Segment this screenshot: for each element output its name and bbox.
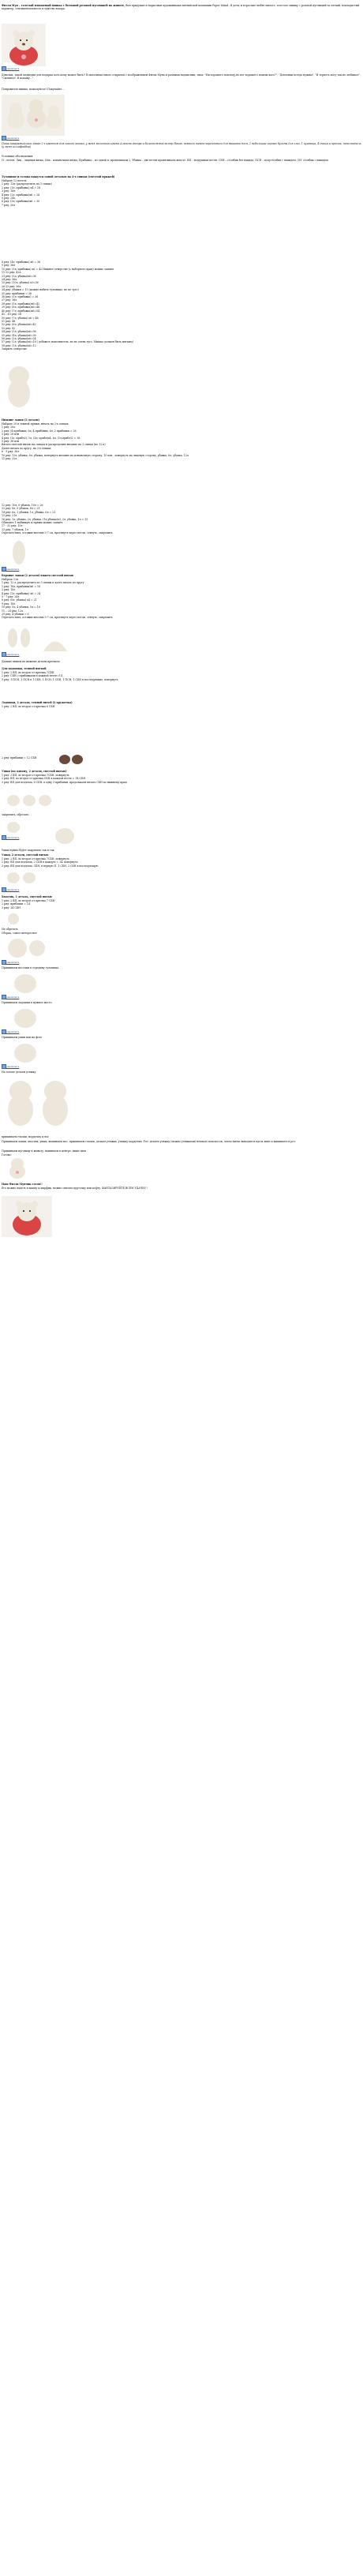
arms-heading: Верхние лапки (2 детали) вяжем светлой нитью bbox=[2, 574, 74, 577]
pattern-row: 2 ряд: ВП для подъема, 2 СБН в каждую = 14, повернуть bbox=[2, 861, 78, 864]
bear-group-photo bbox=[2, 95, 65, 136]
ears-attach-photo bbox=[47, 825, 82, 847]
pattern-row: 4 ряд: (2л, прибавка)х6 = 24 bbox=[2, 193, 40, 197]
pattern-row: Набрать 20 п темной пряжи, вязать на 2-х спицах bbox=[2, 422, 69, 426]
intro-text: был придуман и нарисован художниками английской компании Paper Island. И дети, и взрослые любят милого, толстого мишку с розовой пуговицей за легкий, покладистый характер, сентиментальность и чувство юмора. bbox=[2, 4, 360, 11]
ears-rows-2 bbox=[2, 857, 361, 868]
pattern-row: 33 ряд: 7 убавок, 1л bbox=[2, 527, 28, 531]
pattern-row: 1 ряд: 2 ВП, во второе от крючка 7СБН bbox=[2, 671, 54, 674]
story-paragraph-2: Понравился мишка, пожалуйста? Покупайте... bbox=[2, 88, 65, 91]
pattern-row: 39 ряд: (6л, прибавка)х6=48 bbox=[2, 306, 40, 309]
pattern-row: 3 ряд: 18л bbox=[2, 588, 16, 592]
enlarge-link-10[interactable]: увеличить bbox=[2, 1064, 19, 1069]
pattern-row: 10 ряд: (5л, прибавка) х6 = 42 Нижнее отверстие (с наборного края) можно зашить bbox=[2, 267, 114, 271]
pattern-row: 5 ряд: 38 изн bbox=[2, 440, 20, 444]
ears-heading: Ушки (по одному, 2 детали, светлой нитью) bbox=[2, 770, 67, 773]
pattern-row: 51 ряд: 48 bbox=[2, 319, 16, 323]
story-paragraph-1: Девочки, такой медведик для подарка хоть кому может быть!! В магазинах много открыток с изображением Физзи Муна и разными надписями, типа: "Ни хорошего повсюду,но вот хорошего пошлы кого?", "Девчонки всегда нужны", "Я терпеть могу так,но любимое", "Смешное! Я покажу..." bbox=[2, 73, 361, 81]
enlarge-link-5[interactable]: увеличить bbox=[2, 835, 19, 840]
final-text: Его можно надеть в шапку и шарфик, можно связать курточку или кофту. ФАНТАЗИРУЙТЕ ВСЕМ УДАЧИ!!! bbox=[2, 1187, 148, 1190]
pattern-row: 24 ряд: 36л bbox=[2, 278, 17, 282]
pattern-row: Набрать 12 петель bbox=[2, 179, 27, 182]
pattern-row: 9 ряд: 18л bbox=[2, 602, 16, 606]
tail-photo bbox=[2, 911, 25, 927]
pattern-row: 1 ряд: 2 ВП, во второе от крючка 7 СБН bbox=[2, 899, 55, 902]
pattern-row: 17 - 32 ряд: 15л bbox=[2, 524, 23, 528]
tail-rows bbox=[2, 899, 361, 909]
pattern-row: 26-33 ряд: 36л bbox=[2, 284, 21, 288]
pattern-row: 34 ряд: убавки = 15 (можно набить туловище, но не туго) bbox=[2, 288, 79, 292]
assembly-photo-3 bbox=[2, 1006, 49, 1029]
soles-photo bbox=[2, 684, 36, 701]
pattern-row: 11 – 28 ряд: 12л bbox=[2, 609, 23, 613]
pattern-row: 1 ряд: 2 ВП, во второе от крючка 7СБН, повернуть bbox=[2, 774, 69, 777]
assembly-note: Сборка, самое интересное bbox=[2, 932, 37, 935]
pattern-row: 14 ряд: 6л, 3 убавки, 1л, убавка, 6л = 21 bbox=[2, 510, 56, 514]
torso-heading: Туловище и голова вяжутся одной деталью на 4-х спицах (светлой пряжей) bbox=[2, 175, 115, 178]
tail-heading: Хвостик, 1 деталь, светлой нитью bbox=[2, 895, 52, 898]
legs-heading: Нижние лапки (2 детали) bbox=[2, 418, 39, 422]
pattern-row: 6 - 9 ряд: 36л bbox=[2, 450, 20, 454]
ears-note-1: закрепить, обрезать bbox=[2, 813, 29, 816]
arms-note: Дальше вяжем на нижние детали крючком bbox=[2, 660, 60, 663]
bear-final-photo bbox=[2, 1196, 52, 1237]
soles-rows bbox=[2, 671, 361, 681]
pattern-row: 2 ряд: (4 прибавки, 6л, 4 прибавки, 6л, 2 прибавки = 28 bbox=[2, 429, 77, 433]
pattern-row: 2 ряд: прибавки = 14 bbox=[2, 902, 30, 906]
pattern-row: 6 ряд: (3л, прибавка)х6 = 30 bbox=[2, 200, 40, 204]
pattern-row: 5 - 7 ряд: 24л bbox=[2, 595, 20, 599]
pattern-row: 9 ряд: 36л bbox=[2, 264, 16, 268]
enlarge-link-6[interactable]: увеличить bbox=[2, 887, 19, 892]
legs-rows-b bbox=[2, 504, 361, 535]
pattern-row: 8 ряд: (6л, убавка) х4 = 21 bbox=[2, 598, 37, 602]
pattern-row: 1 ряд: 12 л, распределить по 3 спицы и далее вязать по кругу bbox=[2, 581, 84, 585]
pattern-row: 3 ряд: 14 СБН bbox=[2, 906, 21, 909]
pattern-row: 3 ряд: 18л bbox=[2, 189, 16, 193]
pattern-row: 3 ряд: ВП для подъема, СБН, в первую П. 1 СБН, 2 СБН в последующую bbox=[2, 864, 99, 868]
pattern-row: 40 ряд: (7л, прибавка)х6=54 bbox=[2, 309, 40, 313]
pattern-row: 3 ряд: 1 ПСН, 3 ПСН в 1 СБН, 1 ПСН, 1 СБН, 1 ПСН, 1 СБН в последующие, повернуть bbox=[2, 677, 118, 681]
pattern-row: 4 ряд: (1л, прибл2), 1л, (1л, прибл)х4, 6л, (1л,прибл)2 = 38 bbox=[2, 436, 80, 440]
palms-row-1: 1 ряд: 2 ВП, во второе от крючка 6 СБН bbox=[2, 705, 55, 708]
pattern-row: 7 ряд: 30л bbox=[2, 203, 16, 207]
pattern-row: 16 ряд: 1л, убавка, 2л, убавка, (1л,убавка)х3, 2л, убавка, 1л = 15 bbox=[2, 517, 88, 521]
pattern-row: 1 ряд: 12п (распределить по 3 спицы) bbox=[2, 182, 52, 186]
pattern-row: 41 – 49 ряд: 54 bbox=[2, 313, 21, 317]
palms-result-photo bbox=[55, 750, 87, 767]
pattern-row: 13 ряд: 8л, 5 убавок, 8л = 21 bbox=[2, 507, 40, 511]
ears2-photo bbox=[2, 868, 41, 887]
legend-text: П – петля, Лиц – лицевая вязка, Изн – изнаночная вязка, Прибавка – из одной п. провязываем 2, Убавка – две петли провязываем вместе. ВП – воздушная петля, СБН – столбик без накида, ПСН – полустолбик с накидом, СН- столбик с накидом bbox=[2, 159, 328, 162]
palms-photo bbox=[2, 714, 49, 754]
arms-photo bbox=[2, 624, 36, 652]
assembly-photo-5 bbox=[2, 1075, 74, 1131]
pattern-row: 5 ряд: 24л bbox=[2, 197, 16, 201]
soles-heading: Для подошвы, темной ниткой bbox=[2, 667, 47, 670]
ears-photo bbox=[2, 786, 57, 812]
pattern-row: 35 ряд: прибавки = 36 bbox=[2, 291, 32, 295]
finish-step-4: Готово! bbox=[2, 1153, 12, 1157]
ear-detail-photo bbox=[2, 818, 25, 835]
palms-heading: Ладошки, 2 детали, темной нитей (2 кружочка) bbox=[2, 701, 73, 704]
finished-bear-photo bbox=[2, 1157, 33, 1179]
pattern-row: 15 ряд: 21л bbox=[2, 514, 17, 518]
pattern-row: 36 ряд: (5л, прибавка) = 36 bbox=[2, 295, 39, 299]
pattern-row: 29 ряд: 4 убавки = 6 bbox=[2, 613, 29, 617]
pattern-row: 50 ряд: (7л, убавка) х6 = 48 bbox=[2, 316, 39, 320]
bear-photo-red-shirt bbox=[2, 24, 46, 66]
enlarge-link-4[interactable]: увеличить bbox=[2, 652, 19, 657]
enlarge-link-9[interactable]: увеличить bbox=[2, 1029, 19, 1034]
assembly-step-1: Пришиваем носочки в середину туловища. bbox=[2, 966, 59, 969]
tail-note: Не обрезать bbox=[2, 928, 18, 931]
intro-title: Физзи Мун – толстый плюшевый мишка с большой розовой пуговицей на животе, bbox=[2, 4, 125, 7]
pattern-row: 37 ряд: 36л bbox=[2, 298, 17, 302]
legend-title: Условные обозначения: bbox=[2, 155, 34, 158]
finish-step-1: пришиваем глазки, мордочку и нос bbox=[2, 1135, 50, 1138]
finish-step-2: Пришиваем лапки, хвостик, ушки, вышиваем нос, пришиваем глазки, делаем утяжки, утяжку мордочки. Рот: делаем утяжку (можно утяжками) немного наискосок, затем нитка выводится вдоль вниз и вышивается рот. bbox=[2, 1140, 296, 1143]
torso-rows-a bbox=[2, 179, 361, 207]
enlarge-link-3[interactable]: увеличить bbox=[2, 567, 19, 572]
arms-rows bbox=[2, 578, 361, 620]
pattern-row: 54 ряд: (5л, убавка)х6=36 bbox=[2, 330, 36, 334]
pattern-row: 10 ряд: 5л, 4 убавки, 5л = 16 bbox=[2, 606, 40, 609]
assembly-step-2: Пришиваем ладошки в нужное место bbox=[2, 1001, 52, 1004]
legs-knitting-photo bbox=[2, 467, 57, 499]
pattern-row: 2 ряд: СБН с прибавками в каждой петле=14 bbox=[2, 674, 62, 678]
pattern-row: Отрезать нить, оставив хвостик 5-7 см, протянуть через петли, стянуть, закрепить. bbox=[2, 531, 114, 535]
pattern-row: 3 ряд: ВП для подъема, 6 СБН, в одну 3 прибавки, продолжаем вязать СБН по нижнему краю bbox=[2, 780, 128, 784]
pattern-row: 12 ряд: 10л, 6 убавок, 10л = 26 bbox=[2, 504, 43, 507]
assembly-photo-1 bbox=[2, 936, 49, 960]
sole-crochet-photo bbox=[39, 632, 71, 655]
pattern-row: 38 ряд: (5л, прибавка)х6=42 bbox=[2, 302, 40, 306]
pattern-row: 2 ряд: (1л, прибавка) х4 = 18 bbox=[2, 186, 41, 189]
pattern-row: 1 ряд: 20л bbox=[2, 426, 16, 429]
pattern-row: Вязать светлой нитью на спицах и распределим вязание на 3 спицы (по 12 п) bbox=[2, 443, 106, 447]
ears-rows bbox=[2, 774, 361, 784]
pattern-row: 4 ряд: (2л, прибавка) х6 = 24 bbox=[2, 591, 41, 595]
pattern-row: Отрезать нить, оставив хвостик 5-7 см, протянуть через петли, стянуть, закрепить. bbox=[2, 616, 114, 620]
pattern-row: Закрыть отверстие bbox=[2, 347, 27, 351]
ears-heading-2: Ушки, 2 детали, светлой нитью bbox=[2, 853, 49, 857]
pattern-row: 53 ряд: 42 bbox=[2, 326, 16, 330]
pattern-row: Далее вязать по кругу, на 3-х спицах bbox=[2, 446, 51, 450]
intro-paragraph bbox=[2, 4, 361, 11]
palms-row-2: 2 ряд: прибавки = 12 СБН bbox=[2, 756, 37, 759]
ears-note-2: Ушки нужно будет закрепить так и так bbox=[2, 849, 54, 852]
enlarge-link-1[interactable]: увеличить bbox=[2, 66, 19, 71]
pattern-row: 2 ряд: ВП, во второе от крючка СБН в каждой петле = 14 СБН bbox=[2, 777, 86, 781]
pattern-row: 52 ряд: (6л, убавка)х6=42 bbox=[2, 323, 36, 327]
finish-step-3: Пришиваем пуговицу к животу, нашиваем в центре, ниже шеи bbox=[2, 1149, 86, 1153]
assembly-photo-2 bbox=[2, 971, 49, 995]
pattern-row: 57 ряд: (2л, убавка)х6=18 ( добавьте наполнитель, но не очень туго. Мишка должен быть мягким) bbox=[2, 340, 133, 344]
pattern-row: 11 ряд: 32л bbox=[2, 457, 17, 461]
pattern-row: Набрать 12п bbox=[2, 578, 19, 581]
pattern-row: 2 ряд: 18л, прибавки)х6 = 18 bbox=[2, 584, 41, 588]
materials-caption: Пиша пахарамыйлики: вязан 2-х цветном для самого мишки, у меня молочного цвета Альпина Ангора и белоснежный велюр Наков, немного темно-коричневого для вышивки носа, 2 небольшие черных бусины для глаз, 1 пуговица, 4 спицы и крючок, наполнитель (у меня холлофайбер) bbox=[2, 142, 361, 149]
pattern-row: 23 ряд: (5л, убавка)х6=36 bbox=[2, 274, 36, 278]
enlarge-link-2[interactable]: увеличить bbox=[2, 136, 19, 141]
pattern-row: 10 ряд: 12л, убавка, 8л, убавка, повернуть вязание на изнаночную сторону, 10 изн. ,повернуть на лицевую сторону, убавка, 6л, убавка, 12л bbox=[2, 453, 189, 457]
assembly-photo-4 bbox=[2, 1041, 49, 1064]
torso-photo bbox=[2, 363, 36, 411]
pattern-row: 11-22 ряд: 42л bbox=[2, 271, 21, 275]
final-heading: Наш Физзи Мунчик готов!! bbox=[2, 1183, 43, 1186]
legs-photo bbox=[2, 538, 36, 567]
knitting-needles-photo bbox=[2, 237, 49, 257]
pattern-row: 56 ряд: (3л, убавка)х6=24 bbox=[2, 336, 36, 340]
assembly-step-3: Пришиваем ушки как на фото bbox=[2, 1036, 43, 1039]
pattern-row: 3 ряд: 28 изн bbox=[2, 433, 20, 437]
assembly-step-4: На голове делаем утяжку bbox=[2, 1071, 36, 1074]
enlarge-link-7[interactable]: увеличить bbox=[2, 960, 19, 965]
torso-rows-b bbox=[2, 261, 361, 351]
pattern-row: 58 ряд: (1л, убавка)х6=12 bbox=[2, 343, 36, 347]
legs-rows-a bbox=[2, 422, 361, 460]
pattern-row: 55 ряд: (4л, убавка)х6=30 bbox=[2, 333, 36, 337]
pattern-row: 25 ряд: (10л, убавка) х3=36 bbox=[2, 281, 39, 285]
enlarge-link-8[interactable]: увеличить bbox=[2, 995, 19, 999]
pattern-row: 1 ряд: 2 ВП, во второе от крючка 7СБН, повернуть bbox=[2, 857, 69, 861]
pattern-row: Сбавляет 1 набивкую и пряжи можно зашить bbox=[2, 521, 63, 525]
pattern-row: 8 ряд: (4л, прибавка) х6 = 36 bbox=[2, 261, 41, 264]
